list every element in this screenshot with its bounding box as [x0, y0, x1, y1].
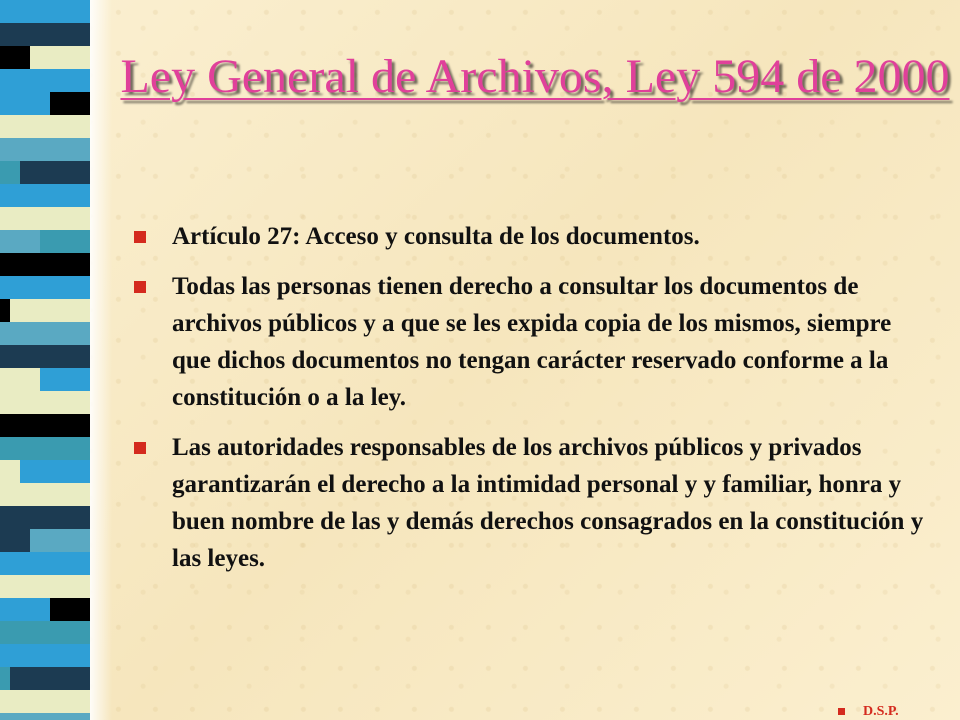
- decorative-stripe-block: [0, 345, 90, 368]
- bullet-list: [132, 218, 932, 590]
- bullet-item: [132, 429, 932, 577]
- decorative-stripe-block: [0, 69, 90, 92]
- decorative-stripe-block: [30, 46, 90, 69]
- bullet-item: [132, 218, 932, 255]
- decorative-stripe-block: [0, 414, 90, 437]
- decorative-stripe-block: [20, 460, 90, 483]
- decorative-stripe-bar: [0, 0, 90, 720]
- bullet-text: Artículo 27: Acceso y consulta de los documentos.: [172, 223, 700, 250]
- decorative-stripe-block: [0, 460, 20, 483]
- decorative-stripe-block: [0, 575, 90, 598]
- bullet-text: Todas las personas tienen derecho a consultar los documentos de archivos públicos y a que se les expida copia de los mismos, siempre que dichos documentos no tengan carácter reservado conforme a la constitución o a la ley.: [172, 273, 892, 411]
- decorative-stripe-block: [0, 138, 90, 161]
- decorative-stripe-shadow: [90, 0, 112, 720]
- decorative-stripe-block: [0, 621, 90, 644]
- decorative-stripe-block: [0, 713, 90, 720]
- decorative-stripe-block: [20, 161, 90, 184]
- bullet-text: Las autoridades responsables de los archivos públicos y privados garantizarán el derecho a la intimidad personal y y familiar, honra y buen nombre de las y demás derechos consagrados en la constitución y las leyes.: [172, 434, 924, 572]
- decorative-stripe-block: [10, 667, 90, 690]
- decorative-stripe-block: [50, 598, 90, 621]
- decorative-stripe-block: [30, 529, 90, 552]
- decorative-stripe-block: [0, 322, 90, 345]
- red-square-bullet-icon: [838, 708, 845, 715]
- decorative-stripe-block: [0, 690, 90, 713]
- decorative-stripe-block: [0, 207, 90, 230]
- red-square-bullet-icon: [134, 281, 146, 293]
- decorative-stripe-block: [10, 299, 90, 322]
- footer-text: D.S.P.: [863, 704, 899, 719]
- decorative-stripe-block: [0, 92, 50, 115]
- decorative-stripe-block: [0, 46, 30, 69]
- decorative-stripe-block: [0, 667, 10, 690]
- decorative-stripe-block: [0, 483, 90, 506]
- decorative-stripe-block: [0, 299, 10, 322]
- decorative-stripe-block: [40, 230, 90, 253]
- decorative-stripe-block: [40, 368, 90, 391]
- decorative-stripe-block: [0, 253, 90, 276]
- decorative-stripe-block: [0, 437, 90, 460]
- decorative-stripe-block: [50, 92, 90, 115]
- red-square-bullet-icon: [134, 231, 146, 243]
- decorative-stripe-block: [0, 391, 90, 414]
- decorative-stripe-block: [0, 598, 50, 621]
- decorative-stripe-block: [0, 0, 90, 23]
- decorative-stripe-block: [0, 552, 90, 575]
- decorative-stripe-block: [0, 529, 30, 552]
- bullet-item: [132, 268, 932, 416]
- decorative-stripe-block: [0, 161, 20, 184]
- decorative-stripe-block: [0, 506, 90, 529]
- decorative-stripe-block: [0, 230, 40, 253]
- decorative-stripe-block: [0, 276, 90, 299]
- red-square-bullet-icon: [134, 442, 146, 454]
- slide-title: Ley General de Archivos, Ley 594 de 2000: [120, 50, 950, 103]
- decorative-stripe-block: [0, 23, 90, 46]
- decorative-stripe-block: [0, 184, 90, 207]
- decorative-stripe-block: [0, 368, 40, 391]
- decorative-stripe-block: [0, 644, 90, 667]
- decorative-stripe-block: [0, 115, 90, 138]
- footer-signature: [838, 704, 899, 720]
